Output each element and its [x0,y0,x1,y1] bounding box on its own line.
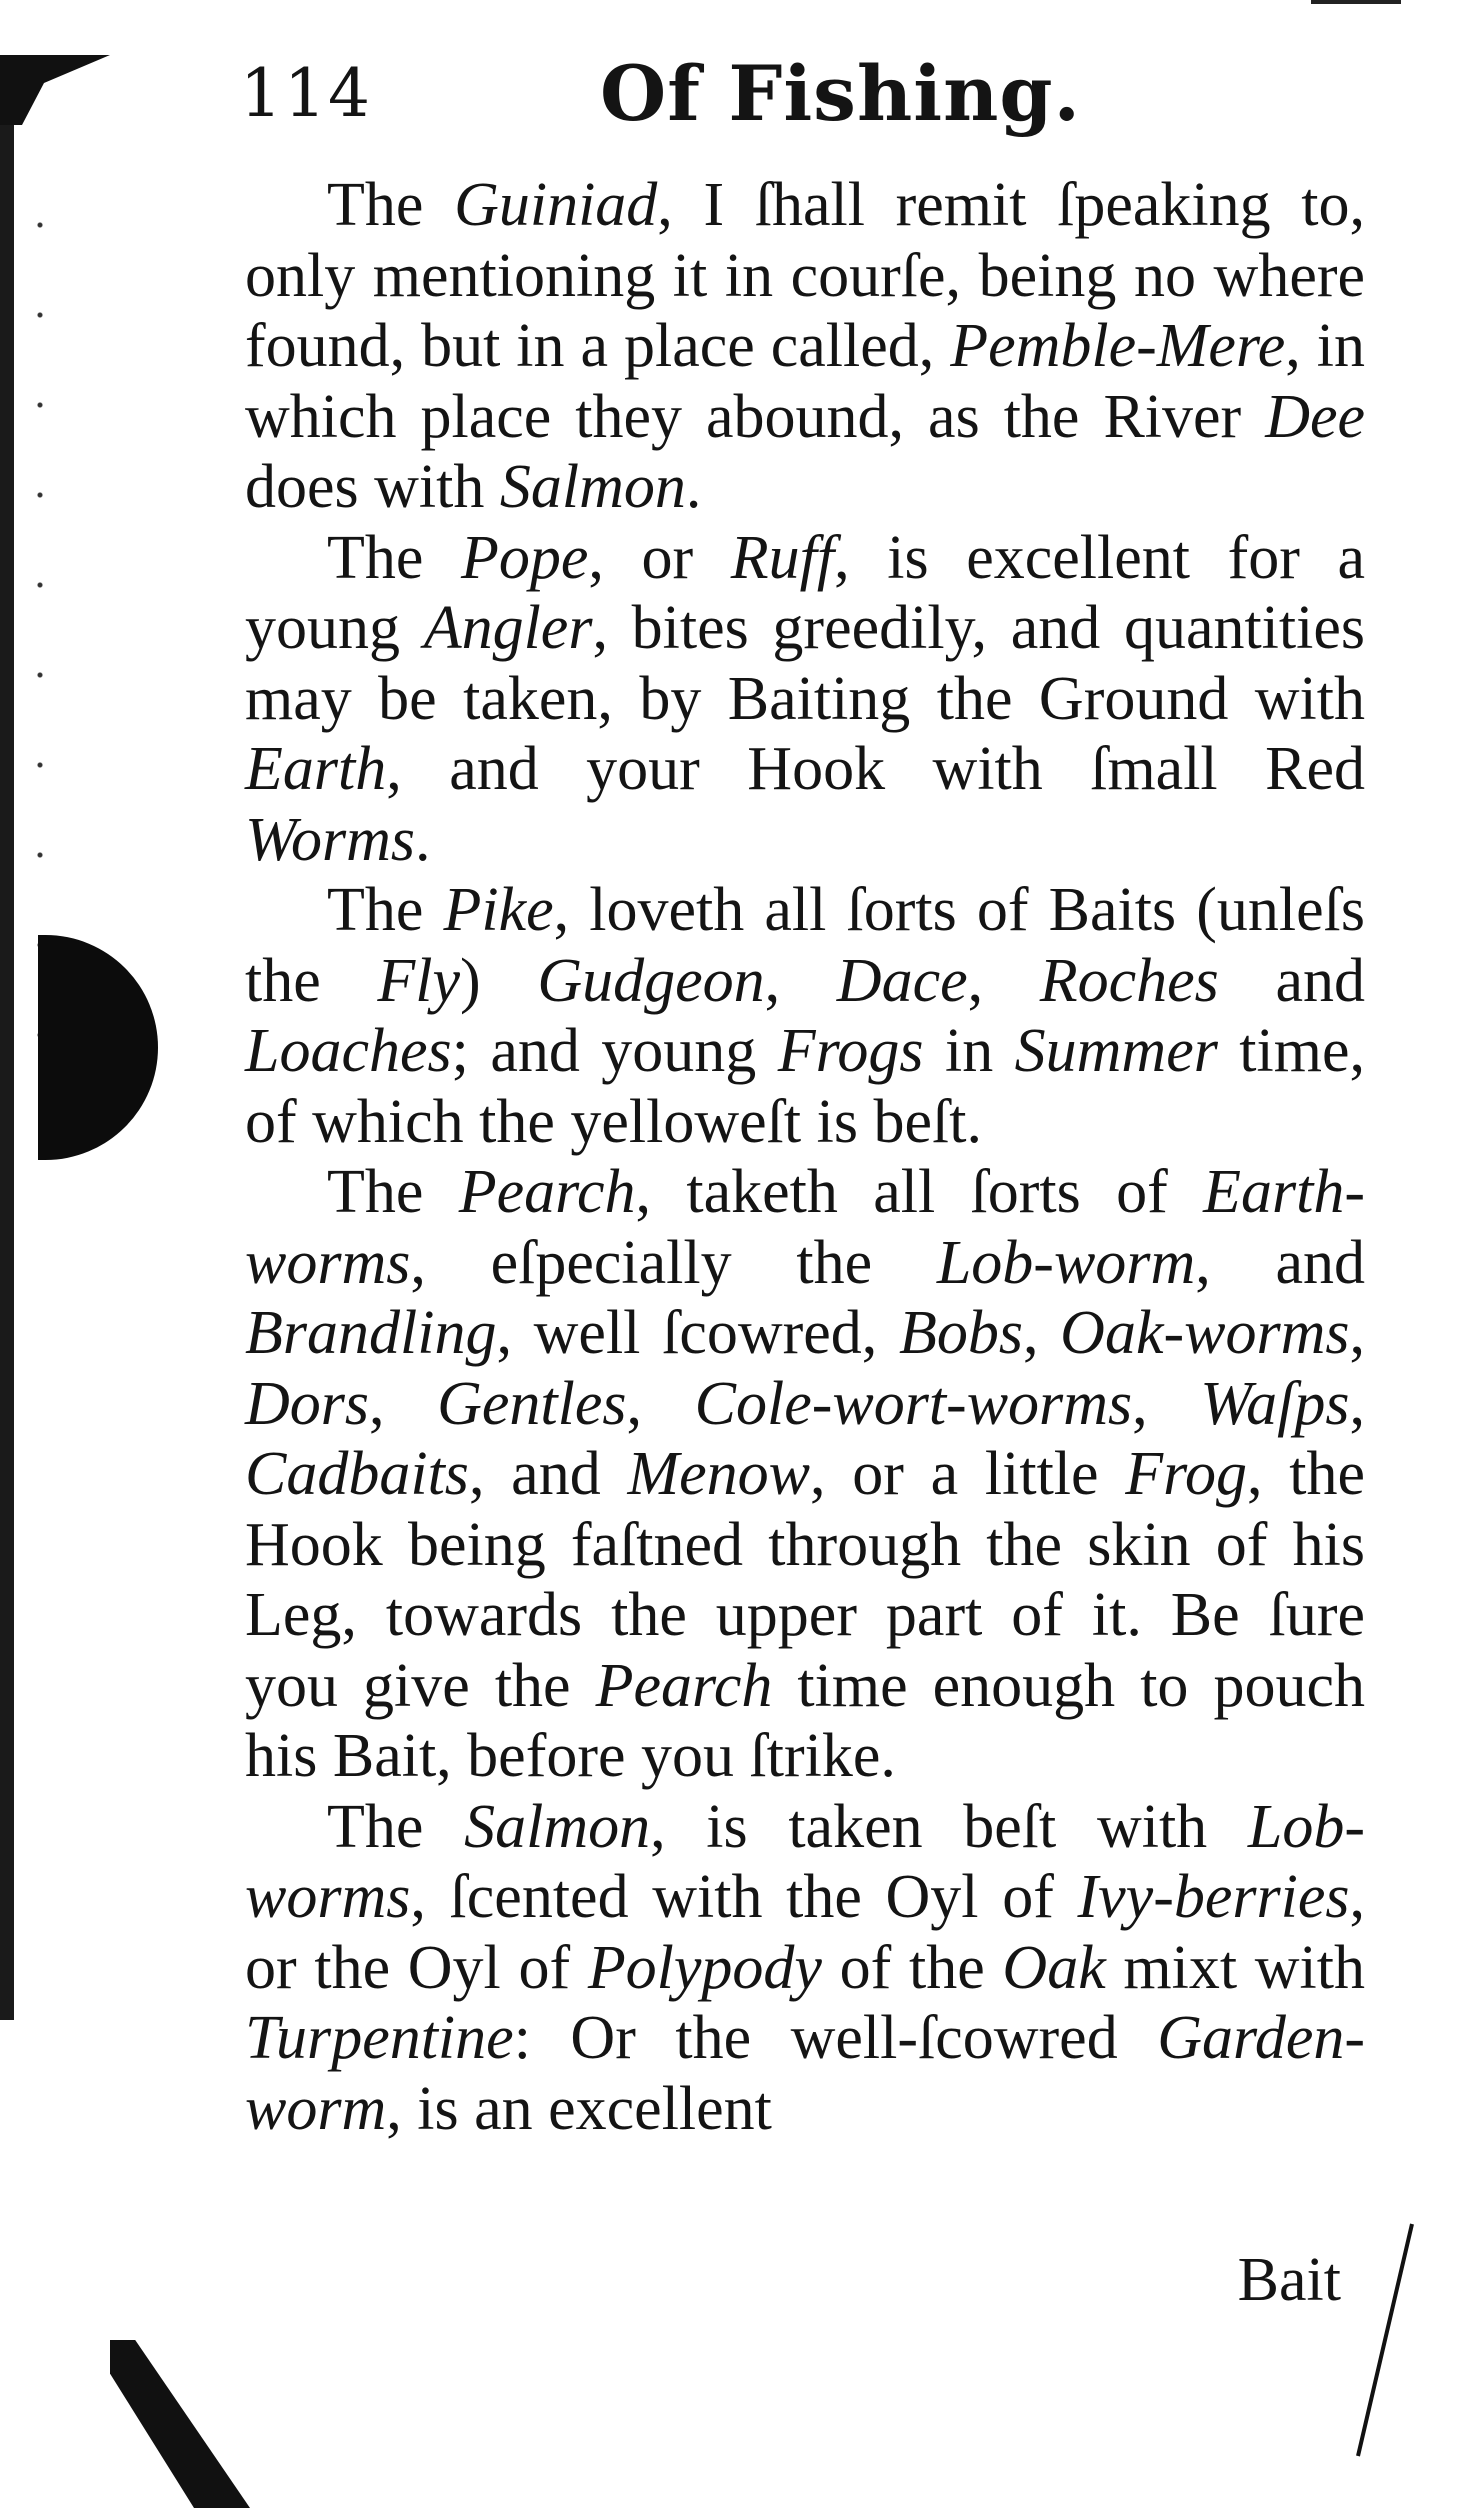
italic-term: Pope [461,523,589,592]
italic-term: Pearch [458,1158,636,1226]
paragraph [245,170,1365,523]
italic-term: Loaches [245,1017,452,1085]
text-run: : Or the well-ſcowred [513,2004,1158,2072]
italic-term: Dors [245,1369,370,1438]
text-run: The [327,171,455,239]
italic-term: Earth-worms [245,1158,1365,1297]
italic-term: Gudgeon [537,946,765,1015]
text-run: , or a little [809,1440,1126,1508]
text-run: in [923,1017,1015,1085]
italic-term: Gentles [437,1369,627,1438]
italic-term: Frogs [777,1017,924,1085]
paragraph [245,1157,1365,1792]
italic-term: Dace [836,946,968,1015]
italic-term: Oak [1002,1933,1106,2002]
text-run: of the [821,1933,1003,2002]
text-run: . [415,805,431,874]
italic-term: Earth [245,735,387,803]
text-run: , loveth all ſorts of Baits (unleſs the [245,876,1365,1015]
italic-term: Cole-wort-worms [694,1369,1133,1438]
italic-term: Dee [1265,382,1365,451]
text-run: , well ſcowred, [496,1299,899,1367]
catchword: Bait [1237,2246,1341,2314]
scan-edge-line [1311,0,1401,4]
text-run: , the Hook being faſtned through the skin of his Leg, towards the upper part of it. Be ſure you give the [245,1440,1365,1720]
italic-term: Salmon [499,453,686,521]
text-run: , bites greedily, and quantities may be taken, by Baiting the Ground with [245,594,1366,733]
text-run: time enough to pouch his Bait, before you ſtrike. [245,1651,1365,1790]
italic-term: Summer [1014,1017,1218,1085]
paragraph [245,1792,1365,2145]
text-run: does with [245,453,500,521]
italic-term: Lob-worm [936,1228,1196,1297]
italic-term: Pike [443,876,554,944]
text-run: , [1132,1369,1201,1438]
binding-tab [38,935,158,1160]
text-run: , I ſhall remit ſpeaking to, only mentioning it in courſe, being no where found, but in a place called, [245,171,1366,380]
text-run: , [626,1369,695,1438]
italic-term: Worms [245,805,415,874]
italic-term: Garden-worm [245,2004,1365,2143]
text-run: , ſcented with the Oyl of [410,1863,1078,1931]
text-run: , [764,946,837,1015]
text-run: , eſpecially the [410,1228,937,1297]
italic-term: Brandling [245,1299,497,1367]
italic-term: Ruff [730,523,835,592]
text-run: , is excellent for a young [245,523,1366,662]
italic-term: Fly [377,946,461,1015]
text-run: , [967,946,1040,1015]
text-run: ) [460,946,538,1015]
text-run: . [685,453,702,521]
text-run: , [1022,1299,1061,1367]
text-run: , [1349,1369,1365,1438]
italic-term: Turpentine [245,2004,514,2072]
text-run: The [327,523,462,592]
text-run: The [327,876,444,944]
paragraph [245,523,1365,876]
text-run: , [369,1369,438,1438]
italic-term: Waſps [1200,1369,1350,1438]
text-run: , taketh all ſorts of [635,1158,1204,1226]
text-run: , in which place they abound, as the River [245,312,1365,451]
italic-term: Polypody [587,1933,822,2002]
scan-ink-stroke [110,2340,250,2508]
scan-margin-line [1350,2220,1420,2460]
text-run: , is an excellent [386,2074,772,2143]
page-header [240,49,1370,165]
page-number: 114 [240,55,372,132]
text-run: and [1218,946,1365,1015]
paragraph [245,875,1365,1157]
text-run: The [327,1158,459,1226]
italic-term: Cadbaits [245,1440,469,1508]
text-run: time, of which the yelloweſt is beſt. [245,1017,1365,1156]
italic-term: Frog [1125,1440,1247,1508]
italic-term: Oak-worms [1060,1299,1350,1367]
text-run: mixt with [1105,1933,1366,2002]
italic-term: Menow [627,1440,810,1508]
italic-term: Bobs [898,1299,1023,1367]
italic-term: Salmon [464,1792,651,1861]
italic-term: Angler [423,594,593,662]
text-run: ; and young [451,1017,778,1085]
text-run: , and your Hook with ſmall Red [386,735,1365,803]
text-run: , and [468,1440,628,1508]
text-run: , is taken beſt with [650,1792,1248,1861]
text-run: The [327,1792,465,1861]
italic-term: Ivy-berries [1077,1863,1350,1931]
italic-term: Lob-worms [245,1792,1366,1931]
italic-term: Roches [1039,946,1219,1015]
text-run: , [1349,1299,1365,1367]
italic-term: Pemble-Mere [950,312,1286,380]
italic-term: Guiniad [454,171,658,239]
running-title: Of Fishing. [600,49,1081,138]
text-run: , or the Oyl of [245,1863,1365,2002]
body-text [245,170,1365,2144]
italic-term: Pearch [595,1651,773,1720]
text-run: , and [1195,1228,1365,1297]
text-run: , or [588,523,731,592]
